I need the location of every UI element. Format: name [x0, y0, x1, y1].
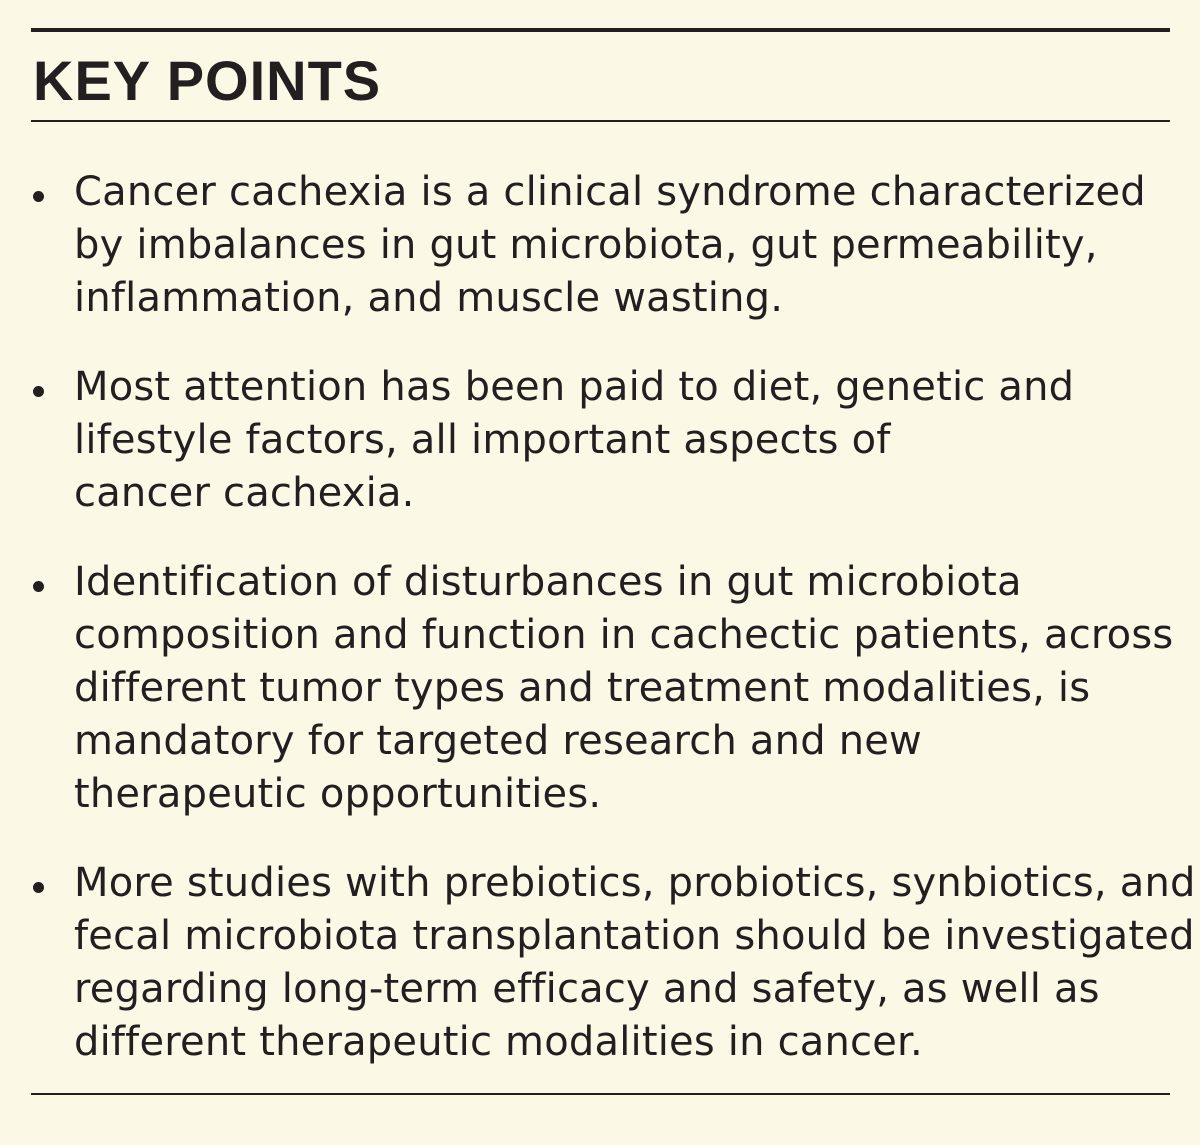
key-point-line: fecal microbiota transplantation should be investigated [74, 913, 1195, 959]
key-point [33, 361, 1173, 520]
key-points-list [33, 166, 1196, 1069]
key-point-line: Identification of disturbances in gut microbiota [74, 559, 1022, 605]
box-title: KEY POINTS [33, 49, 382, 112]
key-point-line: Most attention has been paid to diet, genetic and [74, 364, 1075, 410]
key-point-line: different tumor types and treatment modalities, is [74, 665, 1091, 711]
key-point-line: therapeutic opportunities. [74, 771, 602, 817]
key-point-line: cancer cachexia. [74, 470, 415, 516]
key-point-line: different therapeutic modalities in cancer. [74, 1019, 923, 1065]
top-rule [31, 28, 1170, 32]
key-point-line: regarding long-term efficacy and safety, as well as [74, 966, 1100, 1012]
bottom-rule [31, 1093, 1170, 1095]
bullet-icon [33, 191, 44, 202]
bullet-icon [33, 882, 44, 893]
key-point-line: lifestyle factors, all important aspects of [74, 417, 891, 463]
bullet-icon [33, 581, 44, 592]
key-point [33, 166, 1173, 325]
key-point-line: Cancer cachexia is a clinical syndrome characterized [74, 169, 1146, 215]
key-point-line: by imbalances in gut microbiota, gut permeability, [74, 222, 1098, 268]
bullet-icon [33, 386, 44, 397]
title-rule [31, 120, 1170, 122]
key-point-line: inflammation, and muscle wasting. [74, 275, 784, 321]
key-point [33, 556, 1173, 821]
key-point-line: mandatory for targeted research and new [74, 718, 922, 764]
key-point-line: composition and function in cachectic patients, across [74, 612, 1174, 658]
key-point [33, 857, 1196, 1069]
key-point-line: More studies with prebiotics, probiotics, synbiotics, and [74, 860, 1196, 906]
